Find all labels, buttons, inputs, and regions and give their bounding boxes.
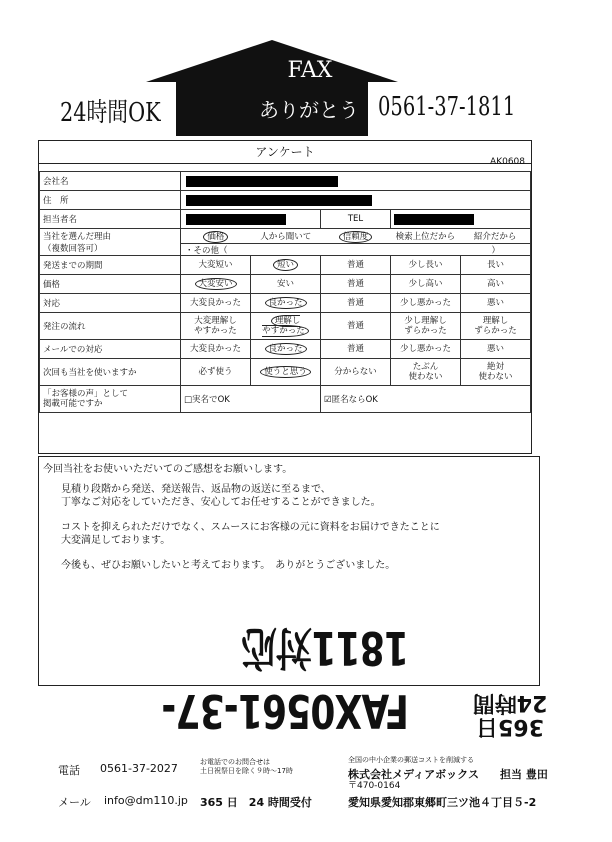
survey-form	[38, 140, 532, 454]
voice-row	[40, 386, 531, 413]
reason-label: 当社を選んだ理由	[43, 232, 112, 242]
reason-sub: （複数回答可）	[43, 244, 103, 254]
reason-option[interactable]: 検索上位だから	[395, 232, 456, 242]
address-row	[40, 191, 531, 210]
reason-option[interactable]: 紹介だから	[473, 232, 517, 242]
rating-option[interactable]: 大変良かった	[181, 294, 251, 313]
rating-row	[40, 256, 531, 275]
rating-option[interactable]: 少し高い	[390, 275, 460, 294]
band-mid-text: 対応	[241, 621, 313, 675]
rating-option[interactable]: 大変良かった	[181, 340, 251, 359]
reason-label-cell	[40, 229, 181, 256]
rating-row-label: 発送までの期間	[40, 256, 181, 275]
rating-option[interactable]: 長い	[460, 256, 530, 275]
tel-label: TEL	[321, 210, 391, 229]
voice-option-real[interactable]: □実名でOK	[181, 386, 321, 413]
person-row	[40, 210, 531, 229]
rating-option[interactable]: 安い	[251, 275, 321, 294]
rating-option[interactable]: 使うと思う	[251, 359, 321, 386]
reason-option[interactable]: 価格	[181, 230, 251, 242]
fax-thanks-text: ありがとう	[259, 98, 359, 122]
rating-row-label: メールでの対応	[40, 340, 181, 359]
redacted-tel	[394, 214, 474, 225]
band-fax-number: FAX0561-37-1811対応	[162, 621, 409, 738]
rating-option[interactable]: 普通	[321, 313, 391, 340]
other-close: ）	[491, 245, 500, 256]
rating-rows	[40, 256, 531, 386]
phone-label: 電話	[58, 764, 80, 777]
person-label: 担当者名	[40, 210, 181, 229]
address-label: 住 所	[40, 191, 181, 210]
rating-option[interactable]: 理解し ずらかった	[460, 313, 530, 340]
rating-row	[40, 340, 531, 359]
rating-row	[40, 313, 531, 340]
redacted-address	[186, 195, 372, 206]
zip-code: 〒470-0164	[348, 781, 401, 791]
rating-row	[40, 359, 531, 386]
tel-field[interactable]	[390, 210, 530, 229]
company-address: 愛知県愛知郡東郷町三ツ池４丁目５-2	[348, 796, 537, 809]
mail-address[interactable]: info@dm110.jp	[104, 794, 188, 807]
reason-row	[40, 229, 531, 256]
company-label: 会社名	[40, 172, 181, 191]
rating-row	[40, 275, 531, 294]
comment-body	[61, 483, 531, 584]
rating-option[interactable]: 普通	[321, 294, 391, 313]
rating-option[interactable]: 絶対 使わない	[460, 359, 530, 386]
phone-note: お電話でのお問合せは 土日祝祭日を除く９時～17時	[200, 758, 293, 775]
rating-option[interactable]: 必ず使う	[181, 359, 251, 386]
person-field[interactable]	[181, 210, 321, 229]
company-name: 株式会社メディアボックス	[348, 768, 480, 781]
redacted-company	[186, 176, 338, 187]
tagline: 全国の中小企業の郵送コストを削減する	[348, 756, 474, 764]
company-field[interactable]	[181, 172, 531, 191]
rating-option[interactable]: 高い	[460, 275, 530, 294]
reason-option[interactable]: 人から聞いて	[260, 232, 312, 242]
redacted-person	[186, 214, 286, 225]
rating-option[interactable]: 普通	[321, 340, 391, 359]
comment-heading: 今回当社をお使いいただいてのご感想をお願いします。	[43, 464, 293, 475]
rating-option[interactable]: 短い	[251, 256, 321, 275]
rating-option[interactable]: 良かった	[251, 340, 321, 359]
contact-person: 担当 豊田	[500, 768, 548, 781]
company-row	[40, 172, 531, 191]
rating-row-label: 次回も当社を使いますか	[40, 359, 181, 386]
voice-label: 「お客様の声」として 掲載可能ですか	[40, 386, 181, 413]
other-label[interactable]: ・その他（	[185, 245, 228, 256]
survey-table	[39, 171, 531, 413]
rating-option[interactable]: 理解し やすかった	[251, 313, 321, 340]
band-side-text: 365日 24時間	[472, 690, 548, 739]
hours-text: 24時間OK	[60, 98, 161, 128]
rating-row	[40, 294, 531, 313]
rating-option[interactable]: たぶん 使わない	[390, 359, 460, 386]
rating-option[interactable]: 大変短い	[181, 256, 251, 275]
rating-option[interactable]: 悪い	[460, 294, 530, 313]
rating-row-label: 発注の流れ	[40, 313, 181, 340]
header-fax-number: 0561-37-1811	[378, 92, 516, 122]
reason-options	[181, 229, 531, 256]
mail-label: メール	[58, 796, 91, 809]
comment-paragraph: 今後も、ぜひお願いしたいと考えております。 ありがとうございました。	[61, 560, 396, 571]
form-code: AK0608	[490, 157, 525, 167]
rating-row-label: 価格	[40, 275, 181, 294]
voice-option-anon[interactable]: ☑匿名ならOK	[321, 386, 531, 413]
rating-option[interactable]: 分からない	[321, 359, 391, 386]
address-field[interactable]	[181, 191, 531, 210]
rating-option[interactable]: 大変安い	[181, 275, 251, 294]
rating-option[interactable]: 良かった	[251, 294, 321, 313]
rating-row-label: 対応	[40, 294, 181, 313]
comment-paragraph: コストを抑えられただけでなく、スムースにお客様の元に資料をお届けできたことに 大変満足しております。	[61, 522, 440, 546]
reason-option[interactable]: 信頼度	[321, 230, 391, 242]
rating-option[interactable]: 悪い	[460, 340, 530, 359]
form-title: アンケート	[39, 141, 531, 164]
rating-option[interactable]: 大変理解し やすかった	[181, 313, 251, 340]
fax-title: FAX	[287, 58, 333, 83]
rating-option[interactable]: 少し悪かった	[390, 294, 460, 313]
phone-number[interactable]: 0561-37-2027	[100, 762, 178, 775]
rating-option[interactable]: 少し理解し ずらかった	[390, 313, 460, 340]
rating-option[interactable]: 少し悪かった	[390, 340, 460, 359]
mail-note: 365 日 24 時間受付	[200, 796, 312, 809]
comment-paragraph: 見積り段階から発送、発送報告、返品物の返送に至るまで、 丁寧なご対応をしていただき、安心してお任せすることができました。	[61, 484, 381, 508]
rating-option[interactable]: 普通	[321, 275, 391, 294]
rating-option[interactable]: 少し長い	[390, 256, 460, 275]
rating-option[interactable]: 普通	[321, 256, 391, 275]
